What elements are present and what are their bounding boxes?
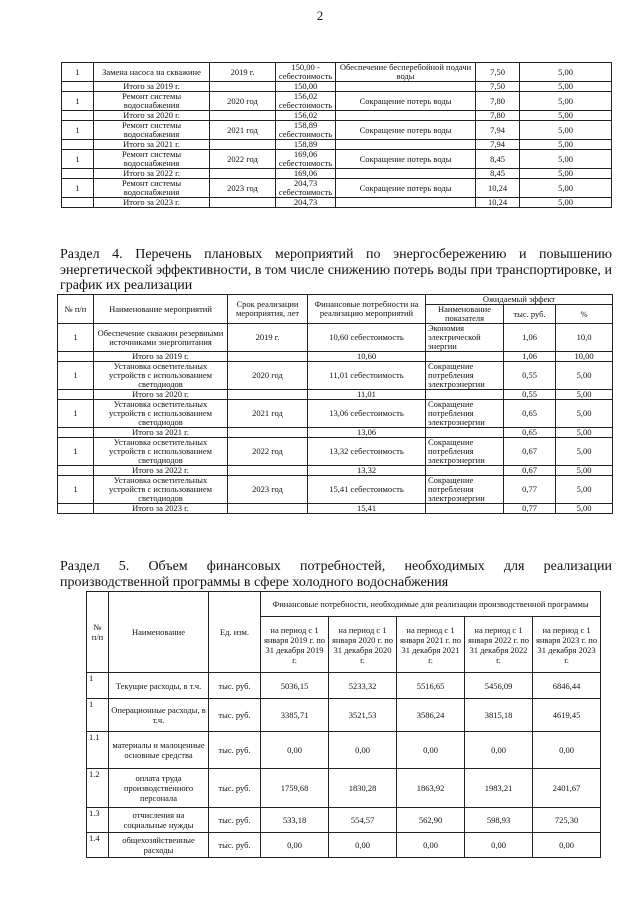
table-row	[62, 198, 612, 208]
row-num: 1	[58, 476, 94, 504]
row-num: 1.2	[87, 769, 109, 808]
row-num	[62, 140, 94, 150]
water-measures-table	[61, 62, 612, 208]
row-unit: тыс. руб.	[209, 732, 261, 769]
row-value: 5233,32	[329, 673, 397, 699]
row-indicator	[426, 390, 504, 400]
row-year	[228, 504, 308, 514]
table-row	[87, 808, 601, 833]
row-effect	[336, 82, 476, 92]
row-rub: 0,67	[504, 438, 556, 466]
row-name: Итого за 2020 г.	[94, 111, 210, 121]
row-indicator: Сокращение потребления электроэнергии	[426, 476, 504, 504]
row-name: Ремонт системы водоснабжения	[94, 150, 210, 169]
row-num: 1	[62, 63, 94, 82]
row-num: 1	[58, 400, 94, 428]
table-row	[87, 732, 601, 769]
table-row	[58, 504, 613, 514]
row-pct: 5,00	[556, 466, 613, 476]
row-indicator	[426, 428, 504, 438]
row-rub: 0,67	[504, 466, 556, 476]
row-year: 2023 год	[210, 179, 276, 198]
row-value: 5516,65	[397, 673, 465, 699]
row-value: 7,80	[476, 111, 520, 121]
row-num	[62, 82, 94, 92]
row-name: Итого за 2021 г.	[94, 428, 228, 438]
row-effect	[336, 198, 476, 208]
table-row	[87, 673, 601, 699]
row-value: 554,57	[329, 808, 397, 833]
row-pct: 10,00	[556, 352, 613, 362]
row-value: 5036,15	[261, 673, 329, 699]
col-period: на период с 1 января 2020 г. по 31 декабря 2020 г.	[329, 617, 397, 673]
row-cost: 169,06	[276, 169, 336, 179]
row-unit: тыс. руб.	[209, 808, 261, 833]
row-year: 2021 год	[228, 400, 308, 428]
row-year: 2022 год	[228, 438, 308, 466]
row-cost: 13,32	[308, 466, 426, 476]
row-pct: 5,00	[556, 428, 613, 438]
row-rub: 0,65	[504, 400, 556, 428]
table-row	[58, 400, 613, 428]
row-pct: 5,00	[556, 400, 613, 428]
row-cost: 150,00 - себестоимость	[276, 63, 336, 82]
row-pct: 5,00	[556, 476, 613, 504]
row-year: 2021 год	[210, 121, 276, 140]
col-term: Срок реализации мероприятия, лет	[228, 295, 308, 324]
row-name: Итого за 2022 г.	[94, 169, 210, 179]
row-num: 1.3	[87, 808, 109, 833]
row-year: 2019 г.	[228, 324, 308, 352]
row-value: 0,00	[329, 833, 397, 858]
row-value: 5456,09	[465, 673, 533, 699]
row-num: 1	[62, 150, 94, 169]
row-name: Итого за 2020 г.	[94, 390, 228, 400]
row-value: 8,45	[476, 169, 520, 179]
row-year	[228, 352, 308, 362]
row-value: 5,00	[520, 92, 612, 111]
row-num	[62, 111, 94, 121]
table-row	[62, 82, 612, 92]
row-effect: Сокращение потерь воды	[336, 121, 476, 140]
row-year	[210, 82, 276, 92]
row-value: 1759,68	[261, 769, 329, 808]
row-cost: 13,06 себестоимость	[308, 400, 426, 428]
col-period: на период с 1 января 2023 г. по 31 декабря 2023 г.	[533, 617, 601, 673]
row-cost: 204,73 себестоимость	[276, 179, 336, 198]
row-value: 5,00	[520, 63, 612, 82]
table-row	[58, 476, 613, 504]
row-num: 1	[58, 438, 94, 466]
row-pct: 5,00	[556, 390, 613, 400]
row-num	[62, 198, 94, 208]
table-row	[62, 111, 612, 121]
row-year: 2023 год	[228, 476, 308, 504]
row-value: 7,80	[476, 92, 520, 111]
table-row	[58, 438, 613, 466]
row-name: Операционные расходы, в т.ч.	[109, 699, 209, 732]
row-cost: 150,00	[276, 82, 336, 92]
row-name: Итого за 2021 г.	[94, 140, 210, 150]
row-cost: 13,06	[308, 428, 426, 438]
row-value: 0,00	[397, 732, 465, 769]
row-indicator: Сокращение потребления электроэнергии	[426, 400, 504, 428]
row-num	[58, 428, 94, 438]
row-pct: 5,00	[556, 362, 613, 390]
row-num	[58, 352, 94, 362]
row-rub: 0,77	[504, 504, 556, 514]
table-row	[62, 140, 612, 150]
table-row	[62, 63, 612, 82]
row-cost: 158,89	[276, 140, 336, 150]
row-cost: 15,41	[308, 504, 426, 514]
row-num: 1	[58, 324, 94, 352]
row-cost: 15,41 себестоимость	[308, 476, 426, 504]
row-year	[210, 111, 276, 121]
row-rub: 1,06	[504, 352, 556, 362]
row-value: 5,00	[520, 169, 612, 179]
row-year	[228, 390, 308, 400]
row-unit: тыс. руб.	[209, 833, 261, 858]
row-effect: Сокращение потерь воды	[336, 150, 476, 169]
row-num	[62, 169, 94, 179]
row-year	[210, 140, 276, 150]
row-name: Замена насоса на скважине	[94, 63, 210, 82]
row-value: 2401,67	[533, 769, 601, 808]
row-value: 3586,24	[397, 699, 465, 732]
row-num	[58, 466, 94, 476]
row-num	[58, 390, 94, 400]
row-value: 5,00	[520, 140, 612, 150]
row-name: Установка осветительных устройств с использованием светодиодов	[94, 400, 228, 428]
row-effect	[336, 111, 476, 121]
table-row	[58, 362, 613, 390]
finance-needs-table	[86, 591, 601, 858]
row-indicator: Сокращение потребления электроэнергии	[426, 438, 504, 466]
row-pct: 5,00	[556, 504, 613, 514]
col-period: на период с 1 января 2019 г. по 31 декабря 2019 г.	[261, 617, 329, 673]
row-value: 0,00	[397, 833, 465, 858]
col-effect: Ожидаемый эффект	[426, 295, 613, 305]
row-name: Итого за 2022 г.	[94, 466, 228, 476]
row-year	[210, 198, 276, 208]
row-value: 0,00	[465, 833, 533, 858]
row-pct: 5,00	[556, 438, 613, 466]
row-year: 2020 год	[210, 92, 276, 111]
row-name: оплата труда производственного персонала	[109, 769, 209, 808]
row-value: 533,18	[261, 808, 329, 833]
row-year	[228, 428, 308, 438]
table-row	[62, 150, 612, 169]
table-row	[62, 121, 612, 140]
row-value: 0,00	[261, 732, 329, 769]
table-row	[58, 390, 613, 400]
table-row	[58, 466, 613, 476]
row-name: материалы и малоценные основные средства	[109, 732, 209, 769]
row-value: 7,50	[476, 82, 520, 92]
row-value: 5,00	[520, 150, 612, 169]
row-cost: 169,06 себестоимость	[276, 150, 336, 169]
row-num: 1	[62, 179, 94, 198]
row-value: 598,93	[465, 808, 533, 833]
row-name: Итого за 2023 г.	[94, 198, 210, 208]
row-indicator: Экономия электрической энергии	[426, 324, 504, 352]
table-row	[62, 179, 612, 198]
row-value: 1863,92	[397, 769, 465, 808]
row-cost: 10,60	[308, 352, 426, 362]
table-row	[62, 169, 612, 179]
row-effect	[336, 169, 476, 179]
row-name: Ремонт системы водоснабжения	[94, 179, 210, 198]
row-name: Установка осветительных устройств с использованием светодиодов	[94, 438, 228, 466]
row-value: 5,00	[520, 111, 612, 121]
row-num: 1	[87, 673, 109, 699]
row-value: 0,00	[465, 732, 533, 769]
row-rub: 0,55	[504, 390, 556, 400]
row-value: 562,90	[397, 808, 465, 833]
row-cost: 158,89 себестоимость	[276, 121, 336, 140]
col-period: на период с 1 января 2021 г. по 31 декабря 2021 г.	[397, 617, 465, 673]
row-effect: Обеспечение бесперебойной подачи воды	[336, 63, 476, 82]
row-rub: 0,65	[504, 428, 556, 438]
table-row	[58, 352, 613, 362]
row-num: 1	[58, 362, 94, 390]
row-year	[210, 169, 276, 179]
row-value: 0,00	[533, 732, 601, 769]
row-value: 3385,71	[261, 699, 329, 732]
row-value: 1983,21	[465, 769, 533, 808]
row-value: 6846,44	[533, 673, 601, 699]
row-value: 0,00	[329, 732, 397, 769]
row-name: Итого за 2019 г.	[94, 82, 210, 92]
table-row	[87, 833, 601, 858]
row-cost: 156,02 себестоимость	[276, 92, 336, 111]
row-num	[58, 504, 94, 514]
row-effect: Сокращение потерь воды	[336, 92, 476, 111]
energy-measures-table	[57, 294, 613, 514]
table-row	[58, 324, 613, 352]
row-cost: 156,02	[276, 111, 336, 121]
row-value: 0,00	[533, 833, 601, 858]
row-cost: 204,73	[276, 198, 336, 208]
col-num: № п/п	[87, 592, 109, 673]
row-value: 10,24	[476, 179, 520, 198]
col-unit: Ед. изм.	[209, 592, 261, 673]
row-year: 2019 г.	[210, 63, 276, 82]
page-number: 2	[316, 8, 324, 23]
row-name: Обеспечение скважин резервными источниками энергопитания	[94, 324, 228, 352]
row-pct: 10,0	[556, 324, 613, 352]
row-value: 7,94	[476, 140, 520, 150]
row-year: 2022 год	[210, 150, 276, 169]
row-value: 5,00	[520, 198, 612, 208]
row-year: 2020 год	[228, 362, 308, 390]
row-value: 10,24	[476, 198, 520, 208]
row-value: 8,45	[476, 150, 520, 169]
row-num: 1.1	[87, 732, 109, 769]
row-value: 0,00	[261, 833, 329, 858]
row-name: Итого за 2019 г.	[94, 352, 228, 362]
table-row	[62, 92, 612, 111]
row-value: 5,00	[520, 82, 612, 92]
row-value: 5,00	[520, 121, 612, 140]
row-cost: 11,01	[308, 390, 426, 400]
col-name: Наименование мероприятий	[94, 295, 228, 324]
row-indicator	[426, 352, 504, 362]
row-unit: тыс. руб.	[209, 673, 261, 699]
row-value: 4619,45	[533, 699, 601, 732]
col-finance: Финансовые потребности на реализацию мероприятий	[308, 295, 426, 324]
row-value: 7,94	[476, 121, 520, 140]
row-rub: 1,06	[504, 324, 556, 352]
row-effect: Сокращение потерь воды	[336, 179, 476, 198]
col-period: на период с 1 января 2022 г. по 31 декабря 2022 г.	[465, 617, 533, 673]
row-num: 1	[62, 121, 94, 140]
row-rub: 0,77	[504, 476, 556, 504]
row-name: отчисления на социальные нужды	[109, 808, 209, 833]
row-name: Итого за 2023 г.	[94, 504, 228, 514]
row-name: Ремонт системы водоснабжения	[94, 121, 210, 140]
row-num: 1	[87, 699, 109, 732]
row-cost: 11,01 себестоимость	[308, 362, 426, 390]
row-effect	[336, 140, 476, 150]
row-indicator: Сокращение потребления электроэнергии	[426, 362, 504, 390]
row-name: Текущие расходы, в т.ч.	[109, 673, 209, 699]
row-indicator	[426, 504, 504, 514]
row-value: 7,50	[476, 63, 520, 82]
row-value: 1830,28	[329, 769, 397, 808]
row-value: 5,00	[520, 179, 612, 198]
col-finance: Финансовые потребности, необходимые для реализации производственной программы	[261, 592, 601, 617]
col-indicator: Наименование показателя	[426, 305, 504, 324]
col-pct: %	[556, 305, 613, 324]
row-name: Установка осветительных устройств с использованием светодиодов	[94, 476, 228, 504]
section5-heading: Раздел 5. Объем финансовых потребностей, необходимых для реализации производственной программы в сфере холодного водоснабжения	[60, 559, 612, 590]
table-row	[58, 428, 613, 438]
row-num: 1.4	[87, 833, 109, 858]
section4-heading: Раздел 4. Перечень плановых мероприятий по энергосбережению и повышению энергетической эффективности, в том числе снижению потерь воды при транспортировке, и график их реализации	[60, 247, 612, 293]
row-year	[228, 466, 308, 476]
col-num: № п/п	[58, 295, 94, 324]
col-rub: тыс. руб.	[504, 305, 556, 324]
row-value: 3521,53	[329, 699, 397, 732]
row-name: Установка осветительных устройств с использованием светодиодов	[94, 362, 228, 390]
row-indicator	[426, 466, 504, 476]
row-rub: 0,55	[504, 362, 556, 390]
table-row	[87, 769, 601, 808]
row-name: общехозяйственные расходы	[109, 833, 209, 858]
row-cost: 10,60 себестоимость	[308, 324, 426, 352]
row-unit: тыс. руб.	[209, 769, 261, 808]
row-name: Ремонт системы водоснабжения	[94, 92, 210, 111]
row-cost: 13,32 себестоимость	[308, 438, 426, 466]
row-value: 3815,18	[465, 699, 533, 732]
row-num: 1	[62, 92, 94, 111]
col-name: Наименование	[109, 592, 209, 673]
row-unit: тыс. руб.	[209, 699, 261, 732]
row-value: 725,30	[533, 808, 601, 833]
table-row	[87, 699, 601, 732]
